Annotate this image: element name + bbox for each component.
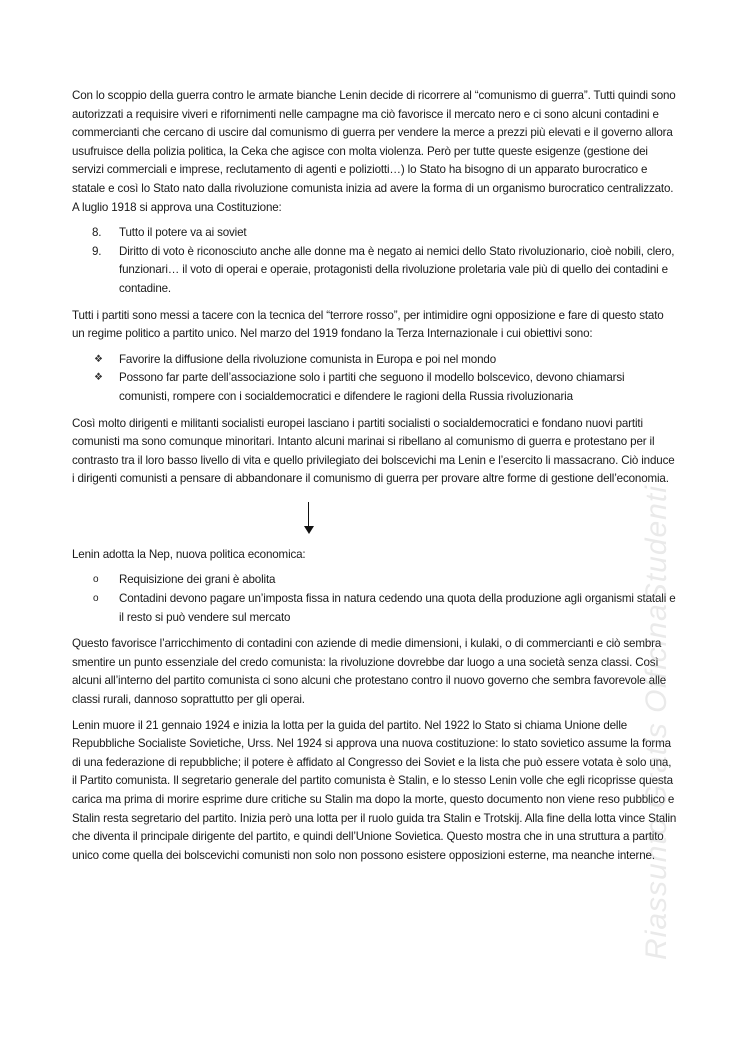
paragraph-nep: Lenin adotta la Nep, nuova politica economica:: [72, 547, 306, 561]
arrow-shaft: [308, 502, 309, 528]
list-item: [72, 224, 678, 243]
list-number: 9.: [92, 244, 102, 258]
list-item-text: Diritto di voto è riconosciuto anche alle donne ma è negato ai nemici dello Stato rivoluzionario, cioè nobili, clero, funzionari… il voto di operai e operaie, protagonisti della rivoluzione proletaria vale più di quello dei contadini e contadine.: [119, 244, 675, 295]
list-item-text: Possono far parte dell’associazione solo i partiti che seguono il modello bolscevico, devono chiamarsi comunisti, rompere con i socialdemocratici e difendere le ragioni della Russia rivoluzionaria: [119, 371, 625, 403]
arrow-head: [304, 526, 314, 534]
down-arrow-icon: [72, 496, 678, 546]
list-item: [72, 571, 678, 590]
list-number: 8.: [92, 226, 102, 240]
constitution-list: [72, 224, 678, 298]
list-item: [72, 243, 678, 299]
international-list: [72, 351, 678, 407]
paragraph-stalin: Lenin muore il 21 gennaio 1924 e inizia la lotta per la guida del partito. Nel 1922 lo Stato si chiama Unione delle Repubbliche Socialiste Sovietiche, Urss. Nel 1924 si approva una nuova costituzione: lo stato sovietico assume la forma di una federazione di repubbliche; il potere è affidato al Congresso dei Soviet e la lista che può essere votata è solo una, il Partito comunista. Il segretario generale del partito comunista è Stalin, e lo stesso Lenin volle che egli ricoprisse questa carica ma prima di morire esprime dure critiche su Stalin ma dopo la morte, questo documento non viene reso pubblico e Stalin resta segretario del partito. Inizia però una lotta per il ruolo guida tra Stalin e Trotskij. Alla fine della lotta vince Stalin che diventa il principale dirigente del partito, e quindi dell’Unione Sovietica. Questo mostra che in una struttura a partito unico come quella dei bolscevichi comunisti non solo non possono esistere opposizioni esterne, ma neanche interne.: [72, 718, 677, 862]
list-item: [72, 590, 678, 627]
circle-bullet-icon: o: [93, 574, 99, 586]
nep-list: [72, 571, 678, 627]
paragraph-socialists: Così molto dirigenti e militanti socialisti europei lasciano i partiti socialisti o socialdemocratici e fondano nuovi partiti comunisti ma sono comunque minoritari. Intanto alcuni marinai si ribellano al comunismo di guerra e protestano per il contrasto tra il loro basso livello di vita e quello privilegiato dei bolscevichi ma Lenin e l’esercito li massacrano. Ciò induce i dirigenti comunisti a pensare di abbandonare il comunismo di guerra per provare altre forme di gestione dell’economia.: [72, 416, 675, 486]
list-item-text: Contadini devono pagare un’imposta fissa in natura cedendo una quota della produzione agli organismi statali e il resto si può vendere sul mercato: [119, 592, 676, 624]
diamond-bullet-icon: ❖: [94, 353, 103, 365]
paragraph-red-terror: Tutti i partiti sono messi a tacere con la tecnica del “terrore rosso”, per intimidire ogni opposizione e fare di questo stato un regime politico a partito unico. Nel marzo del 1919 fondano la Terza Internazionale i cui obiettivi sono:: [72, 308, 664, 341]
list-item-text: Requisizione dei grani è abolita: [119, 573, 276, 587]
circle-bullet-icon: o: [93, 593, 99, 605]
list-item: [72, 369, 678, 406]
list-item-text: Tutto il potere va ai soviet: [119, 226, 247, 240]
list-item-text: Favorire la diffusione della rivoluzione comunista in Europa e poi nel mondo: [119, 352, 497, 366]
paragraph-war-communism: Con lo scoppio della guerra contro le armate bianche Lenin decide di ricorrere al “comunismo di guerra”. Tutti quindi sono autorizzati a requisire viveri e rifornimenti nelle campagne ma ciò favorisce il mercato nero e ci sono alcuni contadini e commercianti che cercano di uscire dal comunismo di guerra per vendere la merce a prezzi più elevati e il governo allora usufruisce della polizia politica, la Ceka che agisce con molta violenza. Però per tutte queste esigenze (gestione dei servizi commerciali e imprese, reclutamento di agenti e poliziotti…) lo Stato ha bisogno di un apparato burocratico e statale e così lo Stato nato dalla rivoluzione comunista inizia ad avere la forma di un organismo burocratico centralizzato. A luglio 1918 si approva una Costituzione:: [72, 89, 676, 214]
paragraph-kulaki: Questo favorisce l’arricchimento di contadini con aziende di medie dimensioni, i kulaki, o di commercianti e ciò sembra smentire un punto essenziale del credo comunista: la rivoluzione dovrebbe dar luogo a una società senza classi. Così alcuni all’interno del partito comunista ci sono alcuni che protestano contro il nuovo governo che sembra favorevole alle classi rurali, dannoso soprattutto per gli operai.: [72, 637, 667, 707]
watermark: Riassunto.Gratis OfficinaStudenti: [640, 485, 673, 960]
diamond-bullet-icon: ❖: [94, 372, 103, 384]
document-page: [72, 87, 678, 872]
list-item: [72, 351, 678, 370]
